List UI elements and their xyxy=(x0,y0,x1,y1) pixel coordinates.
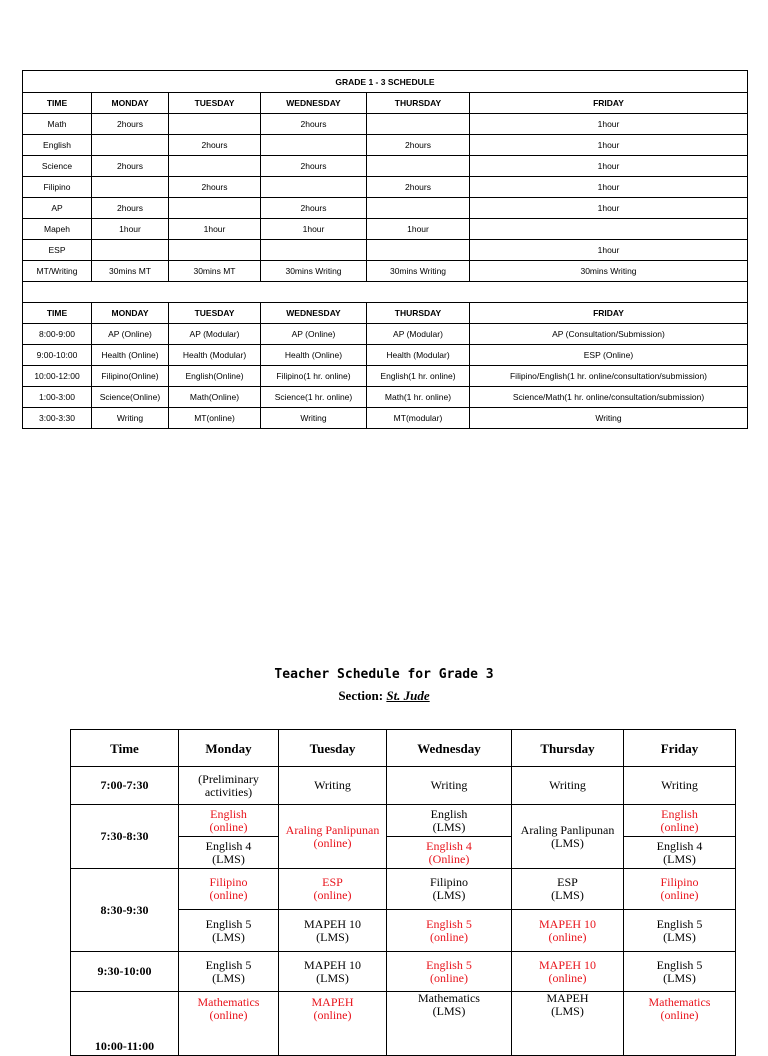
header-cell: TIME xyxy=(23,303,92,324)
cell-line: Mathematics xyxy=(648,995,711,1009)
table-cell: 2hours xyxy=(261,198,367,219)
table-cell: 1hour xyxy=(92,219,169,240)
table-cell: 30mins Writing xyxy=(261,261,367,282)
cell-line: (online) xyxy=(313,1008,352,1022)
cell-line: (LMS) xyxy=(316,929,349,944)
cell-line: (LMS) xyxy=(212,929,245,944)
table-cell: Science xyxy=(23,156,92,177)
table-cell xyxy=(367,240,470,261)
subject-row xyxy=(23,135,748,156)
time-header-row xyxy=(23,303,748,324)
table-cell: Writing xyxy=(512,767,624,805)
table-cell: English xyxy=(23,135,92,156)
subject-row xyxy=(23,114,748,135)
table-cell xyxy=(367,156,470,177)
cell-line: English 4 xyxy=(656,838,703,853)
table-cell xyxy=(179,952,279,992)
table-cell xyxy=(624,910,736,952)
table-cell xyxy=(512,869,624,910)
table-cell: 1hour xyxy=(261,219,367,240)
table-cell: 8:00-9:00 xyxy=(23,324,92,345)
table-cell: AP (Online) xyxy=(261,324,367,345)
cell-line: Mathematics xyxy=(197,995,260,1009)
table-cell: AP (Modular) xyxy=(169,324,261,345)
cell-line: English 5 xyxy=(205,957,252,972)
header-cell: TUESDAY xyxy=(169,93,261,114)
cell-line: (LMS) xyxy=(212,851,245,866)
table-cell xyxy=(624,837,736,869)
header-cell: TIME xyxy=(23,93,92,114)
header-cell: FRIDAY xyxy=(470,93,748,114)
cell-line: English 4 xyxy=(426,838,472,853)
table-row xyxy=(71,952,736,992)
header-cell: FRIDAY xyxy=(470,303,748,324)
table-cell: Health (Modular) xyxy=(367,345,470,366)
table-cell: Writing xyxy=(470,408,748,429)
subject-row xyxy=(23,156,748,177)
table-cell xyxy=(387,869,512,910)
table-cell: Math(Online) xyxy=(169,387,261,408)
cell-line: MAPEH 10 xyxy=(303,957,361,972)
header-cell: MONDAY xyxy=(92,93,169,114)
cell-line: (online) xyxy=(430,970,468,985)
table-cell xyxy=(261,135,367,156)
table-row xyxy=(71,767,736,805)
cell-line: English xyxy=(430,806,468,821)
cell-line: (online) xyxy=(548,970,587,985)
table-cell: English(Online) xyxy=(169,366,261,387)
table-cell: Health (Modular) xyxy=(169,345,261,366)
table-cell xyxy=(279,952,387,992)
table-cell: Mapeh xyxy=(23,219,92,240)
table-cell xyxy=(179,869,279,910)
table-cell xyxy=(512,910,624,952)
cell-line: English 5 xyxy=(426,957,472,972)
cell-line: (online) xyxy=(430,929,468,944)
table-cell: 3:00-3:30 xyxy=(23,408,92,429)
cell-line: (LMS) xyxy=(212,970,245,985)
time-cell: 8:30-9:30 xyxy=(71,869,179,952)
table-cell: MT/Writing xyxy=(23,261,92,282)
table-cell xyxy=(387,837,512,869)
section-label: Section: xyxy=(338,688,384,703)
section-line xyxy=(0,688,768,704)
table-cell: AP (Modular) xyxy=(367,324,470,345)
blank-cell xyxy=(23,282,748,303)
table-cell: ESP xyxy=(23,240,92,261)
table-cell: Science(1 hr. online) xyxy=(261,387,367,408)
table-cell xyxy=(624,805,736,837)
cell-line: ESP xyxy=(557,875,578,889)
table-cell xyxy=(279,869,387,910)
grade-schedule-title-row xyxy=(23,71,748,93)
table-cell xyxy=(179,837,279,869)
table-cell xyxy=(470,219,748,240)
header-cell: Monday xyxy=(179,730,279,767)
cell-line: (Preliminary xyxy=(198,771,259,786)
section-name: St. Jude xyxy=(386,688,430,703)
time-row xyxy=(23,387,748,408)
table-cell xyxy=(367,114,470,135)
cell-line: (LMS) xyxy=(551,835,584,850)
cell-line: (LMS) xyxy=(432,1004,466,1018)
header-cell: Thursday xyxy=(512,730,624,767)
table-cell: English(1 hr. online) xyxy=(367,366,470,387)
cell-line: (online) xyxy=(660,1008,699,1022)
table-cell: ESP (Online) xyxy=(470,345,748,366)
header-cell: THURSDAY xyxy=(367,303,470,324)
cell-line: (LMS) xyxy=(551,1004,584,1018)
cell-line: (online) xyxy=(209,888,248,902)
cell-line: (online) xyxy=(548,929,587,944)
table-cell xyxy=(624,952,736,992)
table-cell xyxy=(179,805,279,837)
cell-line: Araling Panlipunan xyxy=(285,822,380,837)
table-cell: 10:00-12:00 xyxy=(23,366,92,387)
table-cell xyxy=(261,240,367,261)
table-cell xyxy=(512,805,624,869)
teacher-schedule-title: Teacher Schedule for Grade 3 xyxy=(274,667,494,682)
table-cell xyxy=(169,240,261,261)
table-cell: AP xyxy=(23,198,92,219)
table-cell: Writing xyxy=(279,767,387,805)
subject-row xyxy=(23,240,748,261)
subject-row xyxy=(23,219,748,240)
table-row xyxy=(71,869,736,910)
cell-line: Filipino xyxy=(429,875,468,889)
cell-line: (LMS) xyxy=(663,851,696,866)
grade-schedule-title: GRADE 1 - 3 SCHEDULE xyxy=(23,71,748,93)
table-cell xyxy=(179,767,279,805)
cell-line: (LMS) xyxy=(663,929,696,944)
teacher-header-row xyxy=(71,730,736,767)
table-cell: 30mins Writing xyxy=(470,261,748,282)
table-cell xyxy=(92,240,169,261)
time-cell: 9:30-10:00 xyxy=(71,952,179,992)
cell-line: English 5 xyxy=(426,916,472,931)
table-cell: Health (Online) xyxy=(261,345,367,366)
table-cell: MT(modular) xyxy=(367,408,470,429)
table-cell xyxy=(387,910,512,952)
cell-line: (online) xyxy=(313,888,352,902)
cell-line: MAPEH xyxy=(546,991,589,1005)
cell-line: Araling Panlipunan xyxy=(520,822,615,837)
subject-row xyxy=(23,177,748,198)
cell-line: English 5 xyxy=(656,916,703,931)
table-row xyxy=(71,805,736,837)
time-cell: 10:00-11:00 xyxy=(71,992,179,1056)
table-cell: 1:00-3:00 xyxy=(23,387,92,408)
table-cell: 2hours xyxy=(261,114,367,135)
table-cell xyxy=(279,805,387,869)
cell-line: MAPEH 10 xyxy=(538,957,596,972)
table-cell xyxy=(92,135,169,156)
table-cell: 1hour xyxy=(470,177,748,198)
time-row xyxy=(23,366,748,387)
header-cell: Time xyxy=(71,730,179,767)
cell-line: English xyxy=(210,806,247,821)
time-cell: 7:30-8:30 xyxy=(71,805,179,869)
cell-line: (online) xyxy=(660,819,699,834)
table-cell: Writing xyxy=(387,767,512,805)
subject-row xyxy=(23,198,748,219)
table-cell xyxy=(92,177,169,198)
table-cell: 2hours xyxy=(92,198,169,219)
table-cell: Health (Online) xyxy=(92,345,169,366)
cell-line: (Online) xyxy=(428,851,470,866)
table-cell xyxy=(179,910,279,952)
table-cell: Filipino/English(1 hr. online/consultation/submission) xyxy=(470,366,748,387)
table-cell: 2hours xyxy=(92,156,169,177)
subject-row xyxy=(23,261,748,282)
cell-line: (online) xyxy=(209,819,248,834)
teacher-schedule-table xyxy=(70,729,736,1056)
table-cell: 30mins Writing xyxy=(367,261,470,282)
table-cell: 30mins MT xyxy=(169,261,261,282)
table-cell: 2hours xyxy=(169,135,261,156)
table-cell xyxy=(169,198,261,219)
table-cell: 1hour xyxy=(470,135,748,156)
table-cell: Writing xyxy=(624,767,736,805)
table-cell: Filipino xyxy=(23,177,92,198)
table-cell: AP (Consultation/Submission) xyxy=(470,324,748,345)
time-cell: 7:00-7:30 xyxy=(71,767,179,805)
cell-line: (online) xyxy=(660,888,699,902)
table-cell: Filipino(Online) xyxy=(92,366,169,387)
time-row xyxy=(23,408,748,429)
cell-line: Filipino xyxy=(660,875,699,889)
cell-line: English xyxy=(661,806,698,821)
cell-line: (LMS) xyxy=(432,819,466,834)
table-cell xyxy=(169,156,261,177)
table-cell: AP (Online) xyxy=(92,324,169,345)
cell-line: (LMS) xyxy=(432,888,466,902)
cell-line: (LMS) xyxy=(663,970,696,985)
header-cell: Wednesday xyxy=(387,730,512,767)
header-cell: Tuesday xyxy=(279,730,387,767)
time-row xyxy=(23,345,748,366)
table-cell xyxy=(512,952,624,992)
table-cell: MT(online) xyxy=(169,408,261,429)
cell-line: activities) xyxy=(204,784,253,799)
cell-line: MAPEH xyxy=(311,995,354,1009)
table-cell: 2hours xyxy=(169,177,261,198)
table-cell: 1hour xyxy=(470,240,748,261)
header-cell: MONDAY xyxy=(92,303,169,324)
table-cell: Filipino(1 hr. online) xyxy=(261,366,367,387)
table-cell: 9:00-10:00 xyxy=(23,345,92,366)
table-cell xyxy=(367,198,470,219)
table-cell: 1hour xyxy=(367,219,470,240)
table-cell xyxy=(387,952,512,992)
table-cell: 1hour xyxy=(169,219,261,240)
cell-line: (online) xyxy=(313,835,352,850)
table-cell: 2hours xyxy=(261,156,367,177)
cell-line: ESP xyxy=(322,875,343,889)
table-cell: 1hour xyxy=(470,198,748,219)
header-cell: TUESDAY xyxy=(169,303,261,324)
grade-schedule-header-row xyxy=(23,93,748,114)
table-cell: 2hours xyxy=(367,177,470,198)
table-cell: Science/Math(1 hr. online/consultation/submission) xyxy=(470,387,748,408)
cell-line: MAPEH 10 xyxy=(303,916,361,931)
cell-line: English 4 xyxy=(205,838,252,853)
header-cell: WEDNESDAY xyxy=(261,303,367,324)
table-cell xyxy=(279,910,387,952)
table-cell: Math(1 hr. online) xyxy=(367,387,470,408)
table-cell: 2hours xyxy=(92,114,169,135)
header-cell: WEDNESDAY xyxy=(261,93,367,114)
header-cell: THURSDAY xyxy=(367,93,470,114)
header-cell: Friday xyxy=(624,730,736,767)
cell-line: Filipino xyxy=(209,875,248,889)
blank-row xyxy=(23,282,748,303)
cell-line: English 5 xyxy=(205,916,252,931)
table-cell: Writing xyxy=(92,408,169,429)
table-cell xyxy=(261,177,367,198)
grade-schedule-table xyxy=(22,70,748,429)
table-cell: 1hour xyxy=(470,114,748,135)
table-cell: 1hour xyxy=(470,156,748,177)
table-cell xyxy=(387,805,512,837)
cell-line: MAPEH 10 xyxy=(538,916,596,931)
time-row xyxy=(23,324,748,345)
cell-line: (online) xyxy=(209,1008,248,1022)
table-cell xyxy=(624,869,736,910)
table-cell: Writing xyxy=(261,408,367,429)
cell-line: (LMS) xyxy=(551,888,584,902)
table-cell: 30mins MT xyxy=(92,261,169,282)
table-cell: 2hours xyxy=(367,135,470,156)
table-cell xyxy=(169,114,261,135)
cell-line: (LMS) xyxy=(316,970,349,985)
cell-line: English 5 xyxy=(656,957,703,972)
cell-line: Mathematics xyxy=(418,991,480,1005)
table-cell: Math xyxy=(23,114,92,135)
table-cell: Science(Online) xyxy=(92,387,169,408)
